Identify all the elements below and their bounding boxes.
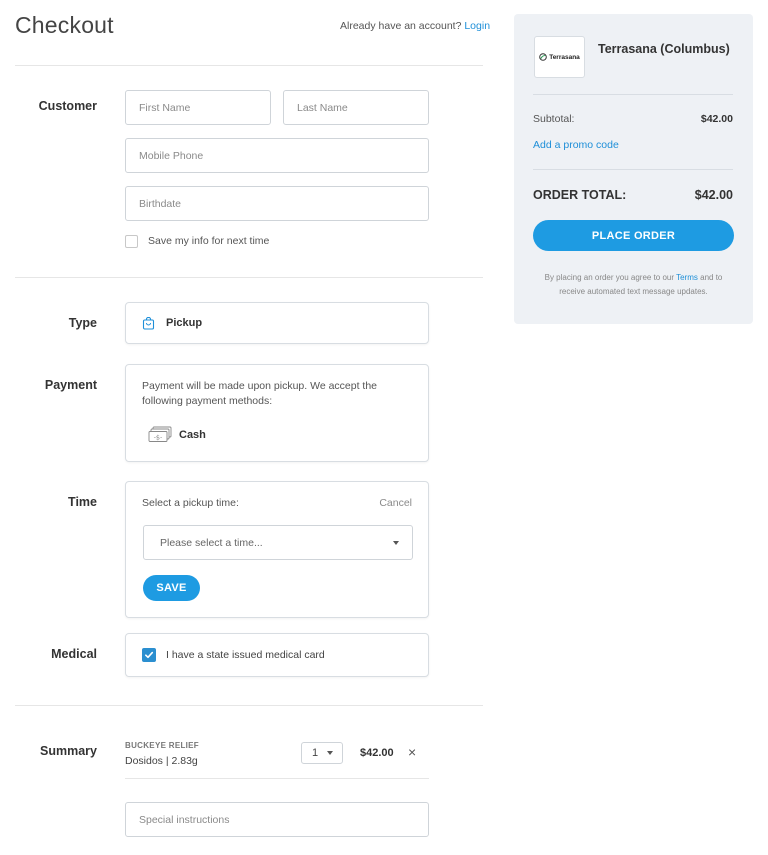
divider: [15, 277, 483, 278]
place-order-button[interactable]: PLACE ORDER: [533, 220, 734, 251]
customer-section-label: Customer: [38, 99, 97, 113]
summary-item-row: [125, 733, 429, 779]
first-name-placeholder: First Name: [139, 101, 191, 114]
save-info-checkbox[interactable]: [125, 235, 138, 248]
checkmark-icon: [144, 650, 154, 660]
add-promo-code-link[interactable]: Add a promo code: [533, 139, 619, 151]
special-instructions-placeholder: Special instructions: [139, 813, 230, 826]
chevron-down-icon: [327, 751, 333, 755]
cancel-time-link[interactable]: Cancel: [379, 497, 412, 509]
store-name: Terrasana (Columbus): [598, 42, 730, 56]
item-price: $42.00: [360, 747, 394, 759]
svg-text:-$-: -$-: [153, 433, 163, 442]
mobile-phone-input[interactable]: [125, 138, 429, 173]
page-title: Checkout: [15, 12, 114, 38]
summary-section-label: Summary: [40, 744, 97, 758]
item-quantity-value: 1: [312, 747, 319, 759]
pickup-time-select-value: Please select a time...: [160, 536, 263, 549]
medical-card-label[interactable]: I have a state issued medical card: [166, 649, 325, 661]
bag-icon: [142, 317, 155, 330]
first-name-input[interactable]: [125, 90, 271, 125]
birthdate-input[interactable]: [125, 186, 429, 221]
item-brand: BUCKEYE RELIEF: [125, 741, 199, 750]
divider: [15, 65, 483, 66]
close-icon[interactable]: ×: [408, 744, 417, 760]
medical-card: [125, 633, 429, 677]
mobile-phone-placeholder: Mobile Phone: [139, 149, 204, 162]
subtotal-value: $42.00: [700, 113, 733, 125]
pickup-time-select[interactable]: [143, 525, 413, 560]
payment-section-label: Payment: [44, 378, 97, 392]
subtotal-label: Subtotal:: [533, 113, 575, 125]
account-prompt-text: Already have an account?: [340, 20, 462, 32]
save-time-button[interactable]: SAVE: [143, 575, 200, 601]
last-name-input[interactable]: [283, 90, 429, 125]
order-total-value: $42.00: [694, 188, 733, 202]
item-quantity-select[interactable]: [301, 742, 343, 764]
medical-card-checkbox[interactable]: [142, 648, 156, 662]
item-product: Dosidos | 2.83g: [125, 755, 198, 767]
legal-suffix: and to receive automated text message updates.: [559, 273, 723, 296]
birthdate-placeholder: Birthdate: [139, 197, 182, 210]
store-logo: [534, 36, 585, 78]
terms-link[interactable]: Terms: [676, 273, 698, 282]
cash-icon: [148, 426, 172, 443]
special-instructions-input[interactable]: [125, 802, 429, 837]
payment-description: Payment will be made upon pickup. We accept the following payment methods:: [142, 380, 378, 407]
type-card[interactable]: [125, 302, 429, 344]
time-card: [125, 481, 429, 618]
payment-method-cash: Cash: [179, 429, 206, 441]
logo-leaf-icon: [539, 53, 547, 61]
item-divider: [125, 778, 429, 779]
legal-notice: [533, 271, 734, 299]
logo-text: Terrasana: [549, 53, 580, 61]
account-prompt: [340, 20, 490, 32]
divider: [15, 705, 483, 706]
pickup-time-prompt: Select a pickup time:: [142, 497, 239, 509]
divider: [533, 94, 733, 95]
divider: [533, 169, 733, 170]
payment-card: [125, 364, 429, 462]
type-value: Pickup: [166, 317, 203, 329]
time-section-label: Time: [68, 495, 97, 509]
chevron-down-icon: [393, 541, 399, 545]
save-info-label[interactable]: Save my info for next time: [148, 235, 270, 247]
medical-section-label: Medical: [51, 647, 97, 661]
order-total-label: ORDER TOTAL:: [533, 188, 627, 202]
type-section-label: Type: [68, 316, 97, 330]
last-name-placeholder: Last Name: [297, 101, 348, 114]
legal-prefix: By placing an order you agree to our: [544, 273, 675, 282]
login-link[interactable]: Login: [464, 20, 491, 32]
